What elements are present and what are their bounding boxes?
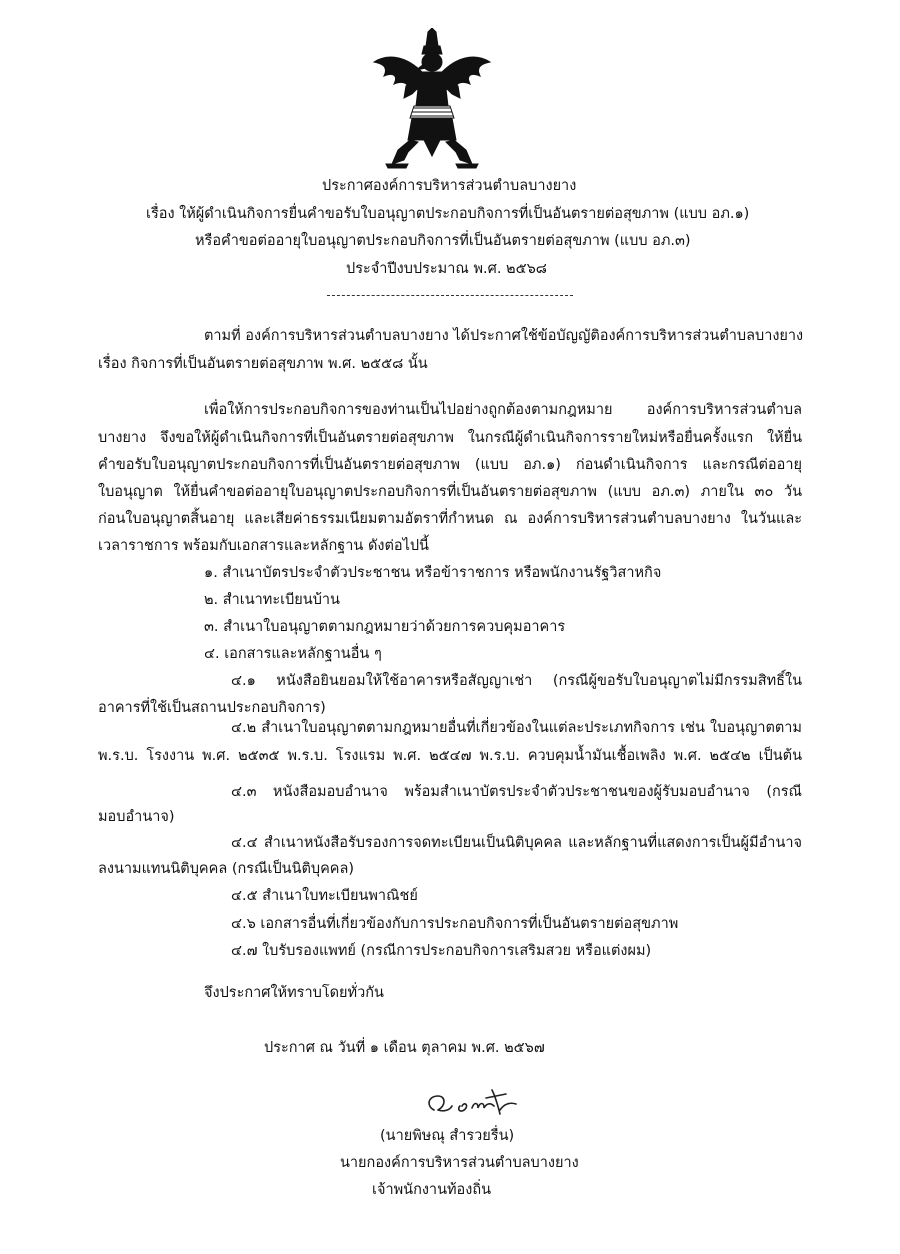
paragraph-2-line-5: ก่อนใบอนุญาตสิ้นอายุ และเสียค่าธรรมเนียมตามอัตราที่กำหนด ณ องค์การบริหารส่วนตำบลบางยาง ในวันและ [98,511,802,527]
paragraph-2-line-3: คำขอรับใบอนุญาตประกอบกิจการที่เป็นอันตรายต่อสุขภาพ (แบบ อภ.๑) ก่อนดำเนินกิจการ และกรณีต่ออายุ [98,457,802,473]
sub-item-4-2-continued: พ.ร.บ. โรงงาน พ.ศ. ๒๕๓๕ พ.ร.บ. โรงแรม พ.ศ. ๒๕๔๗ พ.ร.บ. ควบคุมน้ำมันเชื้อเพลิง พ.ศ. ๒๕๔๒ เป็นต้น [98,748,802,764]
handwritten-signature [420,1080,530,1126]
sub-item-4-7: ๔.๗ ใบรับรองแพทย์ (กรณีการประกอบกิจการเสริมสวย หรือแต่งผม) [231,943,652,959]
subject-line-continued: หรือคำขอต่ออายุใบอนุญาตประกอบกิจการที่เป็นอันตรายต่อสุขภาพ (แบบ อภ.๓) [195,233,691,249]
garuda-emblem-icon [368,28,496,170]
paragraph-2-line-4: ใบอนุญาต ให้ยื่นคำขอต่ออายุใบอนุญาตประกอบกิจการที่เป็นอันตรายต่อสุขภาพ (แบบ อภ.๓) ภายใน ๓๐ วัน [98,484,802,500]
list-item: ๔. เอกสารและหลักฐานอื่น ๆ [204,646,382,662]
sub-item-4-4-continued: ลงนามแทนนิติบุคคล (กรณีเป็นนิติบุคคล) [98,861,355,877]
list-item: ๑. สำเนาบัตรประจำตัวประชาชน หรือข้าราชการ หรือพนักงานรัฐวิสาหกิจ [204,565,662,581]
header-divider [327,295,573,296]
sub-item-4-1: ๔.๑ หนังสือยินยอมให้ใช้อาคารหรือสัญญาเช่า (กรณีผู้ขอรับใบอนุญาตไม่มีกรรมสิทธิ์ใน [231,673,802,689]
sub-item-4-2: ๔.๒ สำเนาใบอนุญาตตามกฎหมายอื่นที่เกี่ยวข้องในแต่ละประเภทกิจการ เช่น ใบอนุญาตตาม [231,720,802,736]
subject-line: เรื่อง ให้ผู้ดำเนินกิจการยื่นคำขอรับใบอนุญาตประกอบกิจการที่เป็นอันตรายต่อสุขภาพ (แบบ อภ.๑) [146,206,750,222]
sub-item-4-1-continued: อาคารที่ใช้เป็นสถานประกอบกิจการ) [98,700,326,716]
signatory-title: นายกองค์การบริหารส่วนตำบลบางยาง [340,1155,579,1171]
signatory-name: (นายพิษณุ สำรวยรื่น) [380,1128,515,1144]
list-item: ๒. สำเนาทะเบียนบ้าน [204,592,340,608]
paragraph-1-line-1: ตามที่ องค์การบริหารส่วนตำบลบางยาง ได้ประกาศใช้ข้อบัญญัติองค์การบริหารส่วนตำบลบางยาง [204,328,804,344]
list-item: ๓. สำเนาใบอนุญาตตามกฎหมายว่าด้วยการควบคุมอาคาร [204,619,566,635]
announcement-heading: ประกาศองค์การบริหารส่วนตำบลบางยาง [322,178,577,194]
closing-statement: จึงประกาศให้ทราบโดยทั่วกัน [204,985,384,1001]
announcement-date: ประกาศ ณ วันที่ ๑ เดือน ตุลาคม พ.ศ. ๒๕๖๗ [264,1040,545,1056]
sub-item-4-3: ๔.๓ หนังสือมอบอำนาจ พร้อมสำเนาบัตรประจำตัวประชาชนของผู้รับมอบอำนาจ (กรณี [231,784,802,800]
paragraph-2-line-1: เพื่อให้การประกอบกิจการของท่านเป็นไปอย่างถูกต้องตามกฎหมาย องค์การบริหารส่วนตำบล [204,402,802,418]
signatory-position: เจ้าพนักงานท้องถิ่น [372,1182,492,1198]
paragraph-2-line-2: บางยาง จึงขอให้ผู้ดำเนินกิจการที่เป็นอันตรายต่อสุขภาพ ในกรณีผู้ดำเนินกิจการรายใหม่หรือยื่นครั้งแรก ให้ยื่น [98,430,802,446]
sub-item-4-6: ๔.๖ เอกสารอื่นที่เกี่ยวข้องกับการประกอบกิจการที่เป็นอันตรายต่อสุขภาพ [231,916,679,932]
sub-item-4-3-continued: มอบอำนาจ) [98,809,175,825]
sub-item-4-4: ๔.๔ สำเนาหนังสือรับรองการจดทะเบียนเป็นนิติบุคคล และหลักฐานที่แสดงการเป็นผู้มีอำนาจ [231,835,802,851]
fiscal-year-line: ประจำปีงบประมาณ พ.ศ. ๒๕๖๘ [346,261,547,277]
paragraph-1-line-2: เรื่อง กิจการที่เป็นอันตรายต่อสุขภาพ พ.ศ. ๒๕๕๘ นั้น [98,356,428,372]
sub-item-4-5: ๔.๕ สำเนาใบทะเบียนพาณิชย์ [231,888,418,904]
paragraph-2-line-6: เวลาราชการ พร้อมกับเอกสารและหลักฐาน ดังต่อไปนี้ [98,538,429,554]
